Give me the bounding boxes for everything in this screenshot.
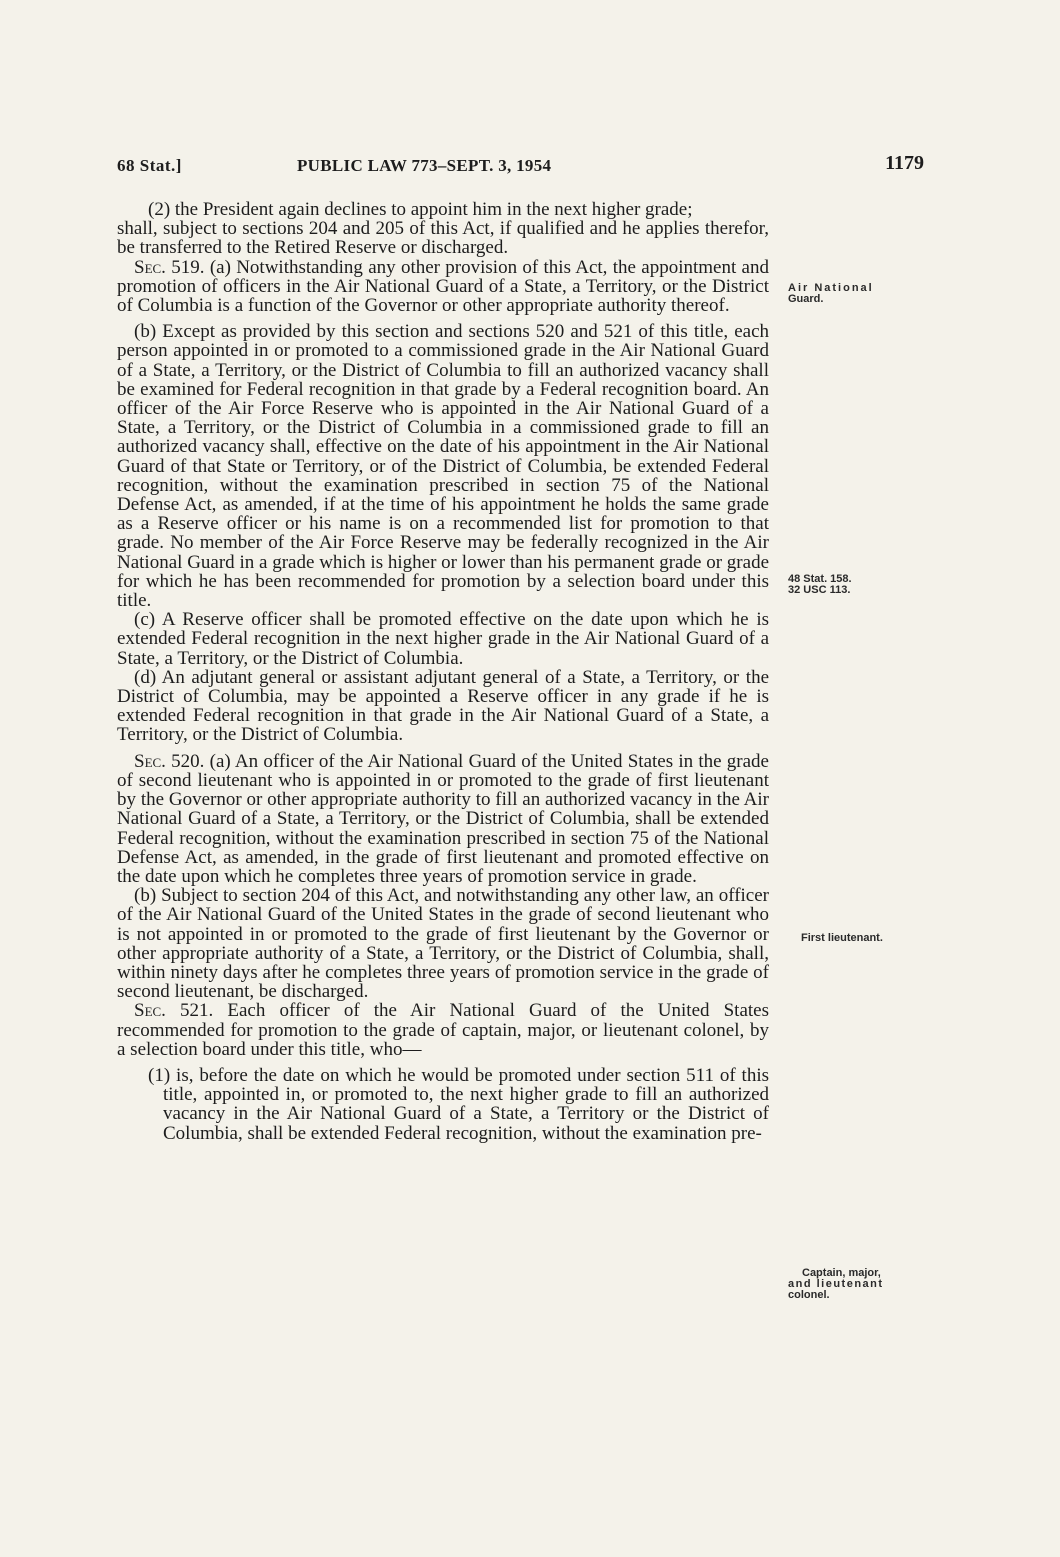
page-number: 1179 [885, 152, 924, 174]
paragraph-text: 521. Each officer of the Air National Guard of the United States recommended for promotion to the grade of captain, major, or lieutenant colonel, by a selection board under this title, who— [117, 1000, 769, 1060]
paragraph-519-b: (b) Except as provided by this section and sections 520 and 521 of this title, each person appointed in or promoted to a commissioned grade in the Air National Guard of a State, a Territory, or the District of Columbia to fill an authorized vacancy shall be examined for Federal recognition in that grade by a Federal recognition board. An officer of the Air Force Reserve who is appointed in the Air National Guard of a State, a Territory, or the District of Columbia in a commissioned grade to fill an authorized vacancy shall, effective on the date of his appointment in the Air National Guard of that State or Territory, or of the District of Columbia, be extended Federal recognition, without the examination prescribed in section 75 of the National Defense Act, as amended, if at the time of his appointment he holds the same grade as a Reserve officer or his name is on a recommended list for promotion to that grade. No member of the Air Force Reserve may be federally recognized in the Air National Guard in a grade which is higher or lower than his permanent grade or grade for which he has been recommended for promotion by a selection board under this title. [117, 321, 769, 612]
law-title: PUBLIC LAW 773–SEPT. 3, 1954 [297, 156, 552, 175]
paragraph-continuation: shall, subject to sections 204 and 205 of this Act, if qualified and he applies therefor, be transferred to the Retired Reserve or discharged. [117, 218, 769, 259]
paragraph-clause-2: (2) the President again declines to appoint him in the next higher grade; [148, 199, 693, 220]
paragraph-sec-519 [117, 258, 769, 316]
paragraph-519-d: (d) An adjutant general or assistant adjutant general of a State, a Territory, or the District of Columbia, may be appointed a Reserve officer in any grade if he is extended Federal recognition in that grade in the Air National Guard of a State, a Territory, or the District of Columbia. [117, 666, 769, 746]
paragraph-sec-520 [117, 752, 769, 886]
section-label: Sec. [134, 750, 166, 772]
paragraph-text: 519. (a) Notwithstanding any other provision of this Act, the appointment and promotion of officers in the Air National Guard of a State, a Territory, or the District of Columbia is a function of the Governor or other appropriate authority thereof. [117, 256, 769, 317]
statute-volume: 68 Stat.] [117, 156, 182, 175]
paragraph-text: 520. (a) An officer of the Air National Guard of the United States in the grade of second lieutenant who is appointed in or promoted to the grade of first lieutenant by the Governor or other appropriate authority to fill an authorized vacancy in the Air National Guard of a State, a Territory, or the District of Columbia, shall be extended Federal recognition, without the examination prescribed in section 75 of the National Defense Act, as amended, in the grade of first lieutenant and promoted effective on the date upon which he completes three years of promotion service in grade. [117, 750, 769, 887]
body-text [117, 200, 769, 1143]
section-label: Sec. [134, 256, 166, 278]
margin-note-captain-major-colonel: Captain, major, and lieutenant colonel. [788, 1267, 884, 1301]
page-header [117, 152, 924, 182]
margin-note-statute-reference: 48 Stat. 158. 32 USC 113. [788, 573, 852, 596]
paragraph-520-b: (b) Subject to section 204 of this Act, and notwithstanding any other law, an officer of the Air National Guard of the United States in the grade of second lieutenant who is not appointed in or promoted to the grade of first lieutenant by the Governor or other appropriate authority of a State, a Territory, or the District of Columbia, shall, within ninety days after he completes three years of promotion service in the grade of second lieutenant, be discharged. [117, 885, 769, 1003]
paragraph-clause-1: (1) is, before the date on which he would be promoted under section 511 of this title, appointed in, or promoted to, the next higher grade to fill an authorized vacancy in the Air National Guard of a State, a Territory or the District of Columbia, shall be extended Federal recognition, without the examination pre- [148, 1064, 769, 1144]
margin-note-air-national-guard: Air National Guard. [788, 282, 874, 305]
margin-note-first-lieutenant: First lieutenant. [801, 932, 883, 944]
paragraph-519-c: (c) A Reserve officer shall be promoted effective on the date upon which he is extended Federal recognition in the next higher grade in the Air National Guard of a State, a Territory, or the District of Columbia. [117, 609, 769, 669]
paragraph-sec-521 [117, 1001, 769, 1059]
section-label: Sec. [134, 1000, 166, 1022]
